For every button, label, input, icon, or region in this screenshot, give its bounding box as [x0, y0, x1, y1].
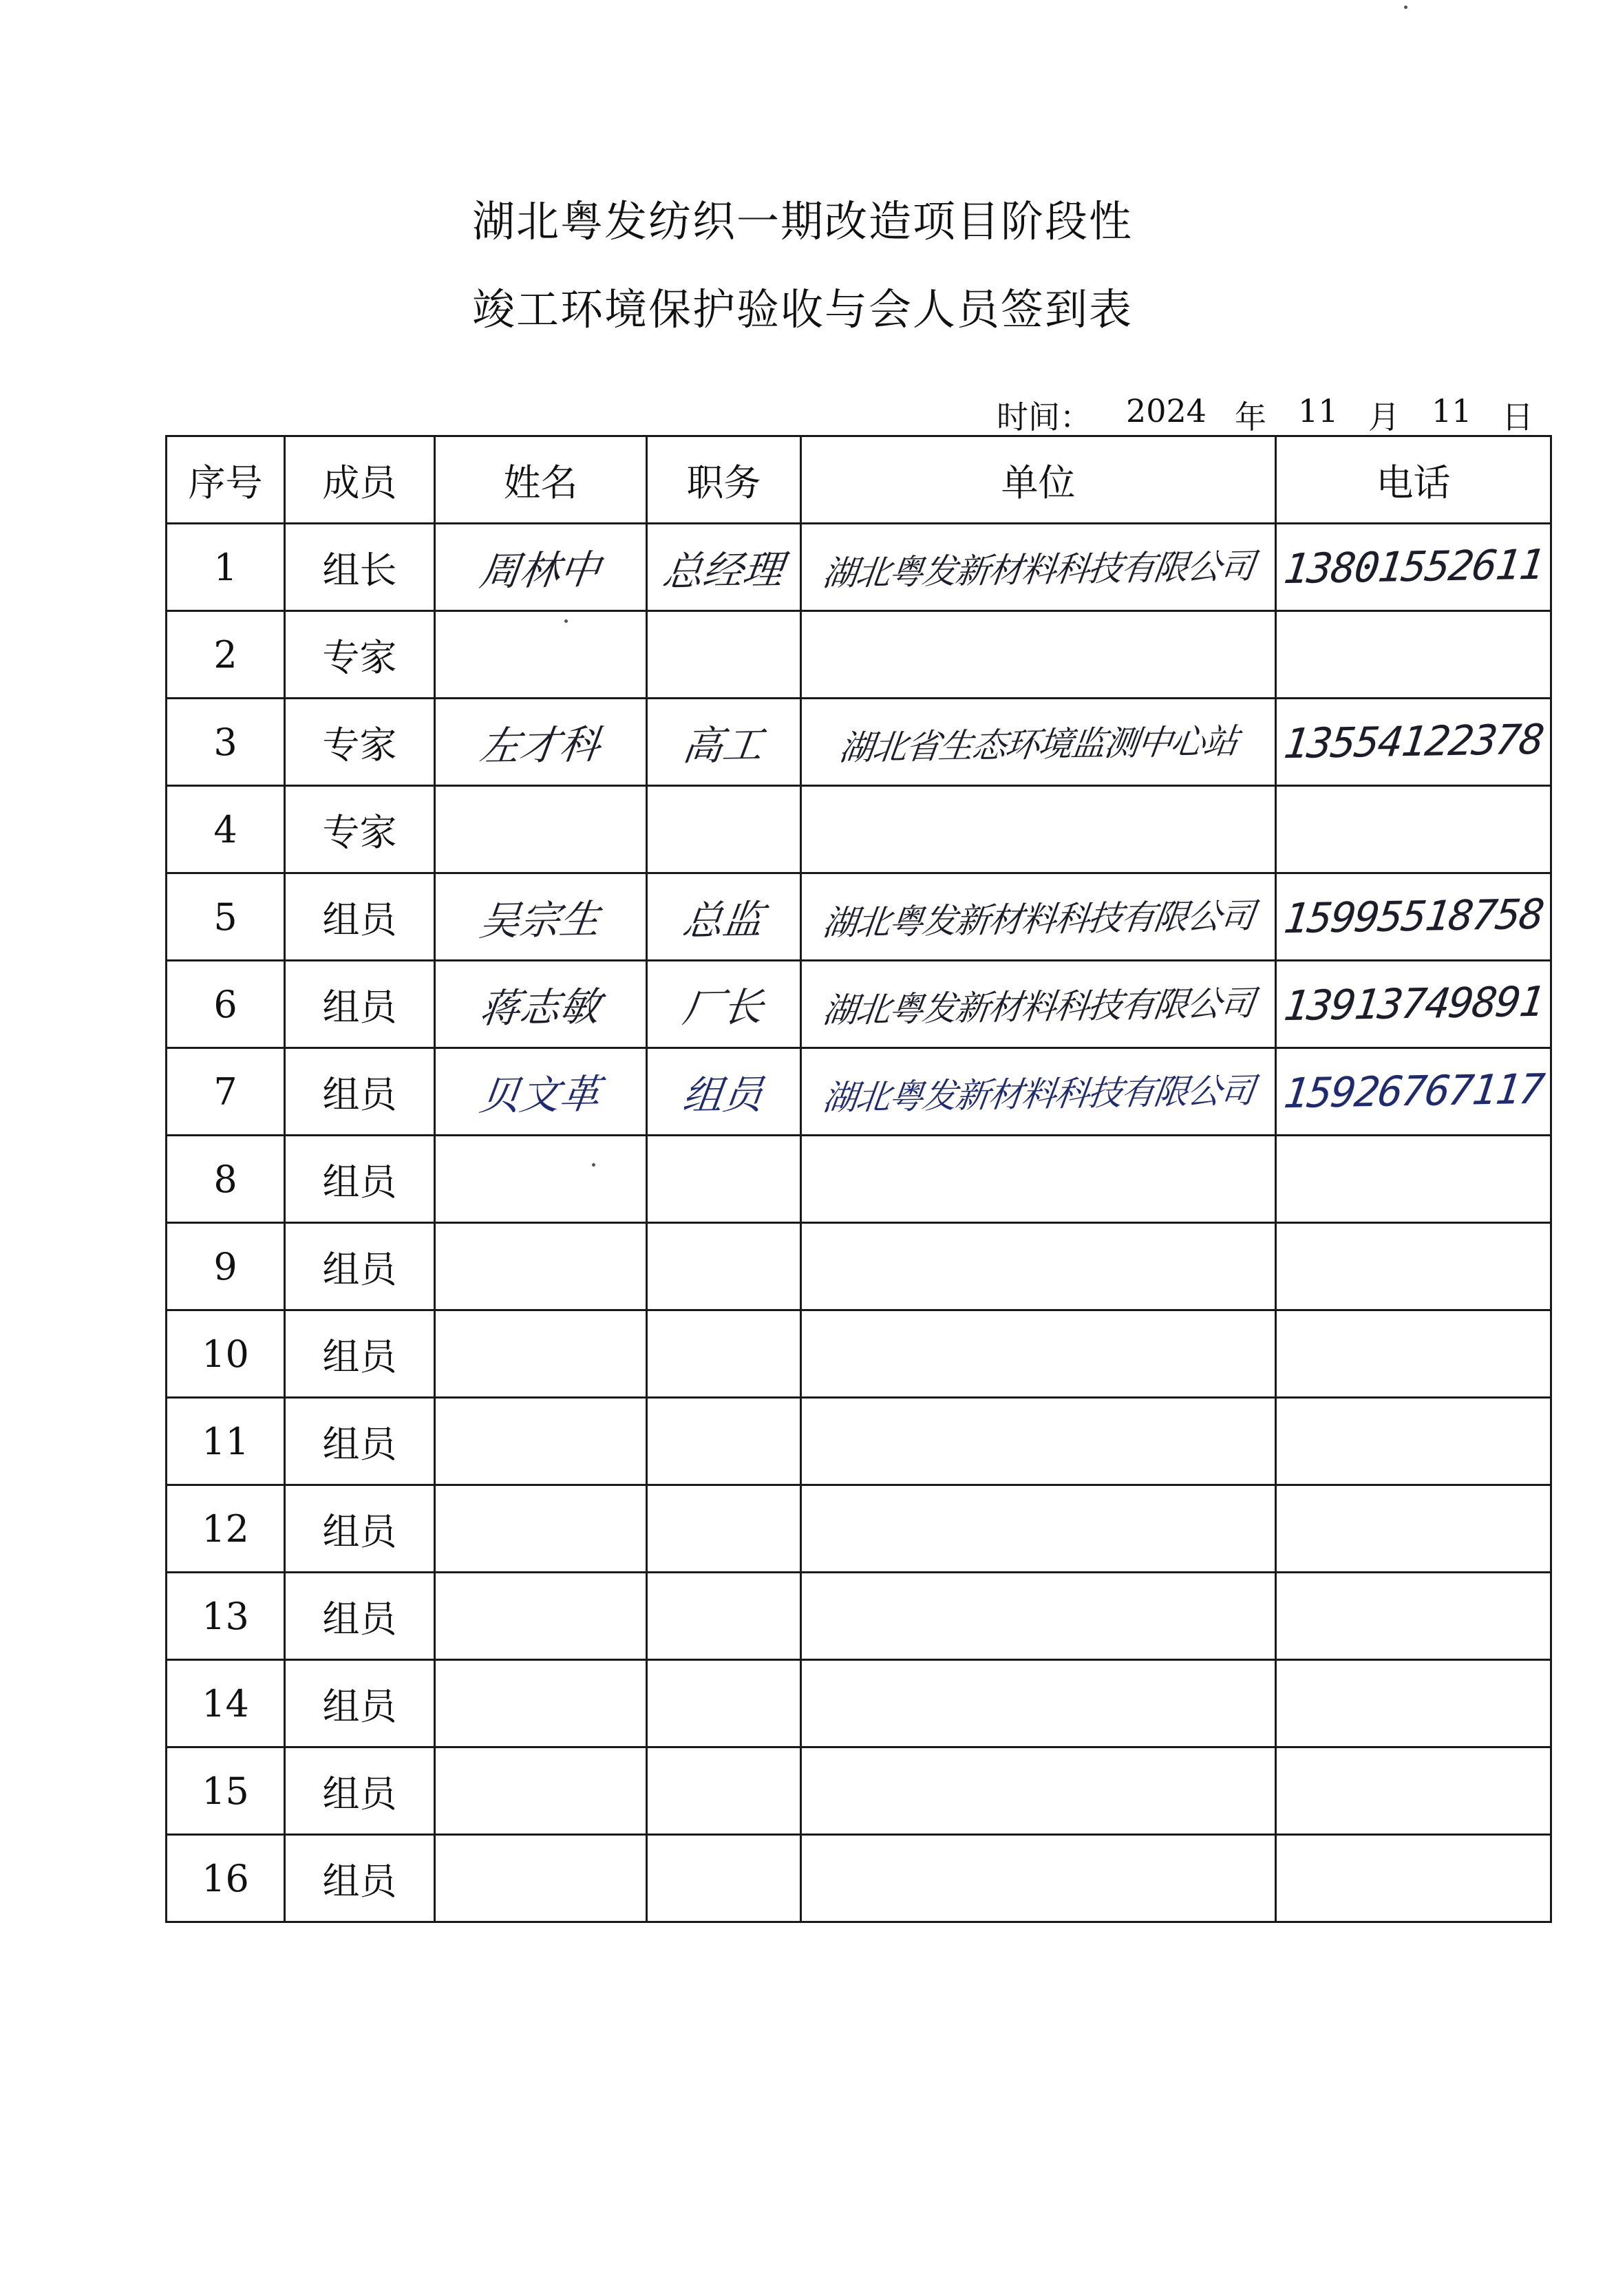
organization-cell — [801, 1835, 1276, 1922]
organization-cell — [801, 1747, 1276, 1835]
pen-mark — [592, 1163, 595, 1167]
signature-name-cell — [435, 524, 647, 611]
row-number-cell — [167, 699, 285, 786]
row-number: 12 — [202, 1507, 249, 1551]
header-cell: 姓名 — [435, 436, 647, 524]
header-cell: 序号 — [167, 436, 285, 524]
date-day-unit: 日 — [1502, 398, 1533, 436]
signature-name-cell — [435, 1485, 647, 1573]
phone-number-cell — [1276, 524, 1551, 611]
row-number-cell — [167, 1223, 285, 1310]
row-number-cell — [167, 1573, 285, 1660]
organization-cell — [801, 1660, 1276, 1747]
member-role-cell — [285, 1310, 435, 1398]
row-number-cell — [167, 524, 285, 611]
date-month: 11 — [1298, 392, 1339, 429]
position-title-cell — [647, 1310, 801, 1398]
phone-number-cell — [1276, 1485, 1551, 1573]
member-role-cell — [285, 1048, 435, 1136]
table-row — [167, 1223, 1551, 1310]
member-role-cell — [285, 1660, 435, 1747]
position-title-cell — [647, 1835, 801, 1922]
phone-number-cell — [1276, 1398, 1551, 1485]
position-title: 高工 — [680, 721, 767, 770]
member-role-cell — [285, 786, 435, 873]
position-title: 总经理 — [660, 546, 787, 595]
table-body — [167, 524, 1551, 1922]
phone-number-cell — [1276, 1223, 1551, 1310]
table-row — [167, 1835, 1551, 1922]
member-role-cell — [285, 611, 435, 699]
row-number: 1 — [213, 545, 237, 589]
row-number: 9 — [213, 1244, 237, 1288]
phone-number-cell — [1276, 873, 1551, 961]
signature-name-cell — [435, 1048, 647, 1136]
member-role: 专家 — [322, 810, 397, 854]
table-row — [167, 786, 1551, 873]
phone-number: 15926767117 — [1281, 1065, 1546, 1118]
member-role: 组员 — [322, 1859, 397, 1903]
row-number: 14 — [202, 1681, 249, 1725]
signature-name-cell — [435, 1747, 647, 1835]
row-number-cell — [167, 873, 285, 961]
row-number-cell — [167, 1136, 285, 1223]
member-role: 组员 — [322, 1597, 397, 1641]
member-role: 专家 — [322, 723, 397, 767]
organization-cell — [801, 1485, 1276, 1573]
position-title-cell — [647, 524, 801, 611]
organization-cell — [801, 1048, 1276, 1136]
organization-cell — [801, 873, 1276, 961]
table-row — [167, 1048, 1551, 1136]
sign-in-table — [165, 435, 1552, 1923]
date-label: 时间： — [997, 398, 1092, 436]
position-title-cell — [647, 611, 801, 699]
member-role-cell — [285, 524, 435, 611]
document-title-line2: 竣工环境保护验收与会人员签到表 — [471, 284, 1133, 334]
signature-name-cell — [435, 1136, 647, 1223]
member-role-cell — [285, 699, 435, 786]
header-cell: 电话 — [1276, 436, 1551, 524]
member-role-cell — [285, 1398, 435, 1485]
position-title-cell — [647, 1660, 801, 1747]
signature-name: 蒋志敏 — [477, 983, 604, 1032]
position-title: 厂长 — [680, 983, 767, 1032]
scan-speck — [1404, 6, 1407, 9]
row-number: 2 — [213, 633, 237, 677]
member-role: 组员 — [322, 1247, 397, 1291]
header-cell: 成员 — [285, 436, 435, 524]
position-title-cell — [647, 699, 801, 786]
row-number-cell — [167, 1747, 285, 1835]
signature-name-cell — [435, 1398, 647, 1485]
row-number: 7 — [213, 1070, 237, 1114]
row-number-cell — [167, 961, 285, 1048]
row-number-cell — [167, 786, 285, 873]
organization-cell — [801, 611, 1276, 699]
header-cell: 职务 — [647, 436, 801, 524]
member-role-cell — [285, 873, 435, 961]
member-role: 组员 — [322, 897, 397, 942]
organization: 湖北粤发新材料科技有限公司 — [820, 1070, 1256, 1118]
organization: 湖北省生态环境监测中心站 — [836, 721, 1240, 769]
table-row — [167, 873, 1551, 961]
row-number-cell — [167, 1660, 285, 1747]
row-number-cell — [167, 611, 285, 699]
date-year: 2024 — [1126, 392, 1207, 429]
position-title: 总监 — [680, 895, 767, 945]
phone-number-cell — [1276, 699, 1551, 786]
organization-cell — [801, 1136, 1276, 1223]
organization: 湖北粤发新材料科技有限公司 — [820, 546, 1256, 594]
row-number: 4 — [213, 807, 237, 851]
position-title-cell — [647, 1048, 801, 1136]
phone-number-cell — [1276, 961, 1551, 1048]
pen-mark — [564, 619, 568, 623]
phone-number-cell — [1276, 611, 1551, 699]
signature-name-cell — [435, 961, 647, 1048]
member-role-cell — [285, 1835, 435, 1922]
signature-name: 吴宗生 — [477, 895, 604, 945]
member-role: 组员 — [322, 1509, 397, 1553]
table-row — [167, 1310, 1551, 1398]
position-title-cell — [647, 1485, 801, 1573]
row-number-cell — [167, 1398, 285, 1485]
member-role: 组员 — [322, 1072, 397, 1116]
row-number-cell — [167, 1835, 285, 1922]
member-role-cell — [285, 1136, 435, 1223]
phone-number-cell — [1276, 1048, 1551, 1136]
member-role-cell — [285, 1573, 435, 1660]
phone-number-cell — [1276, 1835, 1551, 1922]
row-number-cell — [167, 1485, 285, 1573]
organization-cell — [801, 1223, 1276, 1310]
row-number: 11 — [202, 1419, 249, 1463]
phone-number-cell — [1276, 1573, 1551, 1660]
table-row — [167, 1747, 1551, 1835]
header-cell: 单位 — [801, 436, 1276, 524]
phone-number: 15995518758 — [1281, 890, 1546, 944]
position-title-cell — [647, 1223, 801, 1310]
row-number: 8 — [213, 1157, 237, 1201]
signature-name: 周林中 — [477, 546, 604, 595]
table-row — [167, 1485, 1551, 1573]
table-row — [167, 699, 1551, 786]
date-day: 11 — [1432, 392, 1472, 429]
table-row — [167, 1660, 1551, 1747]
organization-cell — [801, 524, 1276, 611]
member-role: 组员 — [322, 1160, 397, 1204]
phone-number-cell — [1276, 1660, 1551, 1747]
table-row — [167, 611, 1551, 699]
signature-name-cell — [435, 1223, 647, 1310]
organization: 湖北粤发新材料科技有限公司 — [820, 895, 1256, 944]
position-title-cell — [647, 1573, 801, 1660]
table-header-row — [167, 436, 1551, 524]
row-number-cell — [167, 1048, 285, 1136]
phone-number: 13554122378 — [1281, 715, 1546, 769]
row-number: 15 — [202, 1769, 249, 1813]
row-number: 10 — [202, 1332, 249, 1376]
date-line — [991, 392, 1542, 440]
signature-name: 左才科 — [477, 721, 604, 770]
phone-number-cell — [1276, 1310, 1551, 1398]
member-role: 组员 — [322, 1335, 397, 1379]
phone-number-cell — [1276, 1747, 1551, 1835]
table-row — [167, 1573, 1551, 1660]
phone-number-cell — [1276, 1136, 1551, 1223]
position-title-cell — [647, 873, 801, 961]
signature-name-cell — [435, 1660, 647, 1747]
table-row — [167, 524, 1551, 611]
member-role: 组长 — [322, 548, 397, 592]
signature-name-cell — [435, 1573, 647, 1660]
signature-name: 贝文革 — [477, 1070, 604, 1120]
organization: 湖北粤发新材料科技有限公司 — [820, 983, 1256, 1031]
row-number: 6 — [213, 982, 237, 1026]
phone-number-cell — [1276, 786, 1551, 873]
signature-name-cell — [435, 1835, 647, 1922]
row-number: 5 — [213, 895, 237, 939]
table-row — [167, 1136, 1551, 1223]
organization-cell — [801, 1310, 1276, 1398]
phone-number: 13913749891 — [1281, 977, 1546, 1031]
member-role-cell — [285, 1223, 435, 1310]
row-number-cell — [167, 1310, 285, 1398]
member-role: 组员 — [322, 1422, 397, 1466]
row-number: 3 — [213, 720, 237, 764]
member-role: 组员 — [322, 1772, 397, 1816]
position-title-cell — [647, 1136, 801, 1223]
position-title-cell — [647, 786, 801, 873]
member-role-cell — [285, 961, 435, 1048]
member-role: 组员 — [322, 1684, 397, 1728]
date-month-unit: 月 — [1368, 398, 1400, 436]
organization-cell — [801, 786, 1276, 873]
signature-name-cell — [435, 611, 647, 699]
signature-name-cell — [435, 786, 647, 873]
member-role-cell — [285, 1747, 435, 1835]
phone-number: 13801552611 — [1281, 540, 1546, 594]
position-title-cell — [647, 961, 801, 1048]
table-row — [167, 1398, 1551, 1485]
organization-cell — [801, 961, 1276, 1048]
table-row — [167, 961, 1551, 1048]
organization-cell — [801, 1573, 1276, 1660]
signature-name-cell — [435, 873, 647, 961]
signature-name-cell — [435, 699, 647, 786]
row-number: 16 — [202, 1856, 249, 1900]
member-role: 组员 — [322, 985, 397, 1029]
position-title-cell — [647, 1398, 801, 1485]
date-year-unit: 年 — [1235, 398, 1266, 436]
signature-name-cell — [435, 1310, 647, 1398]
position-title-cell — [647, 1747, 801, 1835]
row-number: 13 — [202, 1594, 249, 1638]
organization-cell — [801, 1398, 1276, 1485]
position-title: 组员 — [680, 1070, 767, 1120]
member-role: 专家 — [322, 635, 397, 679]
member-role-cell — [285, 1485, 435, 1573]
document-title-line1: 湖北粤发纺织一期改造项目阶段性 — [471, 196, 1133, 246]
organization-cell — [801, 699, 1276, 786]
